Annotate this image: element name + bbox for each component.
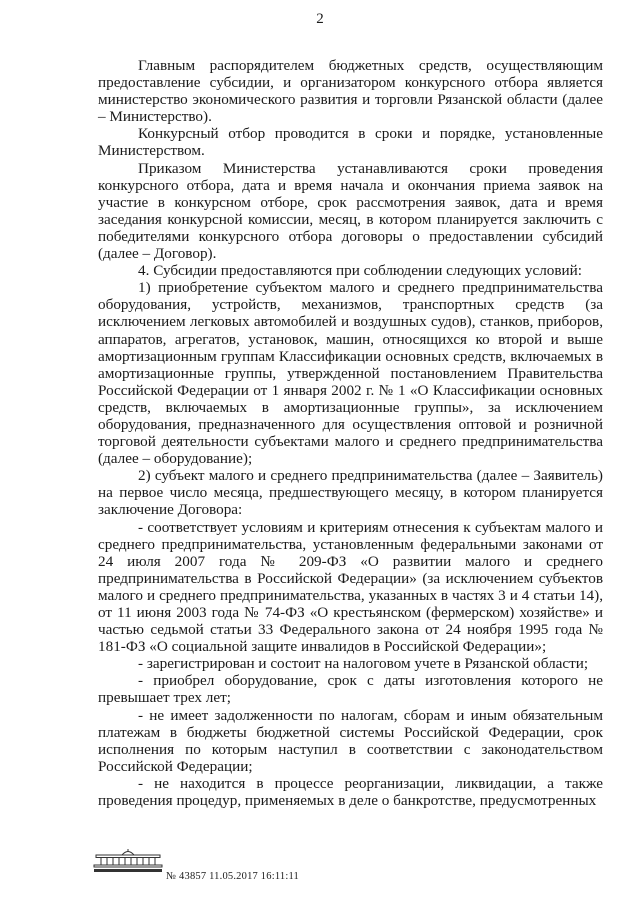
paragraph-ministry-order: Приказом Министерства устанавливаются сроки проведения конкурсного отбора, дата и время начала и окончания приема заявок на участие в конкурсном отборе, срок рассмотрения заявок, дата и время заседания конкурсной комиссии, месяц, в котором планируется заключить с победителями конкурсного отбора договоры о предоставлении субсидий (далее – Договор). [98,159,603,263]
government-building-logo-icon [92,848,164,874]
list-item-equipment-age: - приобрел оборудование, срок с даты изготовления которого не превышает трех лет; [98,672,603,707]
paragraph-condition-2-applicant: 2) субъект малого и среднего предпринимательства (далее – Заявитель) на первое число месяца, предшествующего месяцу, в котором планируется заключение Договора: [98,467,603,519]
paragraph-conditions-heading: 4. Субсидии предоставляются при соблюдении следующих условий: [138,262,583,280]
paragraph-selection-timing: Конкурсный отбор проводится в сроки и порядке, установленные Министерством. [98,125,603,160]
paragraph-condition-1-equipment: 1) приобретение субъектом малого и среднего предпринимательства оборудования, устройств, механизмов, транспортных средств (за исключением легковых автомобилей и воздушных судов), станков, приборов, аппаратов, агрегатов, установок, машин, относящихся ко второй и выше амортизационным группам Классификации основных средств, включаемых в амортизационные группы, утвержденной постановлением Правительства Российской Федерации от 1 января 2002 г. № 1 «О Классификации основных средств, включаемых в амортизационные группы», за исключением оборудования, предназначенного для осуществления оптовой и розничной торговой деятельности субъектами малого и среднего предпринимательства (далее – оборудование); [98,279,603,468]
page-number: 2 [316,11,324,27]
registration-stamp: № 43857 11.05.2017 16:11:11 [166,871,299,882]
list-item-no-tax-debt: - не имеет задолженности по налогам, сборам и иным обязательным платежам в бюджеты бюджетной системы Российской Федерации, срок исполнения по которым наступил в соответствии с законодательством Российской Федерации; [98,706,603,775]
list-item-sme-criteria: - соответствует условиям и критериям отнесения к субъектам малого и среднего предпринимательства, установленным федеральными законами от 24 июля 2007 года № 209-ФЗ «О развитии малого и среднего предпринимательства в Российской Федерации» (за исключением субъектов малого и среднего предпринимательства, указанных в частях 3 и 4 статьи 14), от 11 июня 2003 года № 74-ФЗ «О крестьянском (фермерском) хозяйстве» и частью седьмой статьи 33 Федерального закона от 24 ноября 1995 года № 181-ФЗ «О социальной защите инвалидов в Российской Федерации»; [98,518,603,656]
list-item-tax-registration: - зарегистрирован и состоит на налоговом учете в Рязанской области; [138,655,589,673]
paragraph-budget-manager: Главным распорядителем бюджетных средств, осуществляющим предоставление субсидии, и организатором конкурсного отбора является министерство экономического развития и торговли Рязанской области (далее – Министерство). [98,57,603,126]
list-item-no-reorganization: - не находится в процессе реорганизации, ликвидации, а также проведения процедур, применяемых в деле о банкротстве, предусмотренных [98,774,603,810]
document-body [98,57,603,809]
